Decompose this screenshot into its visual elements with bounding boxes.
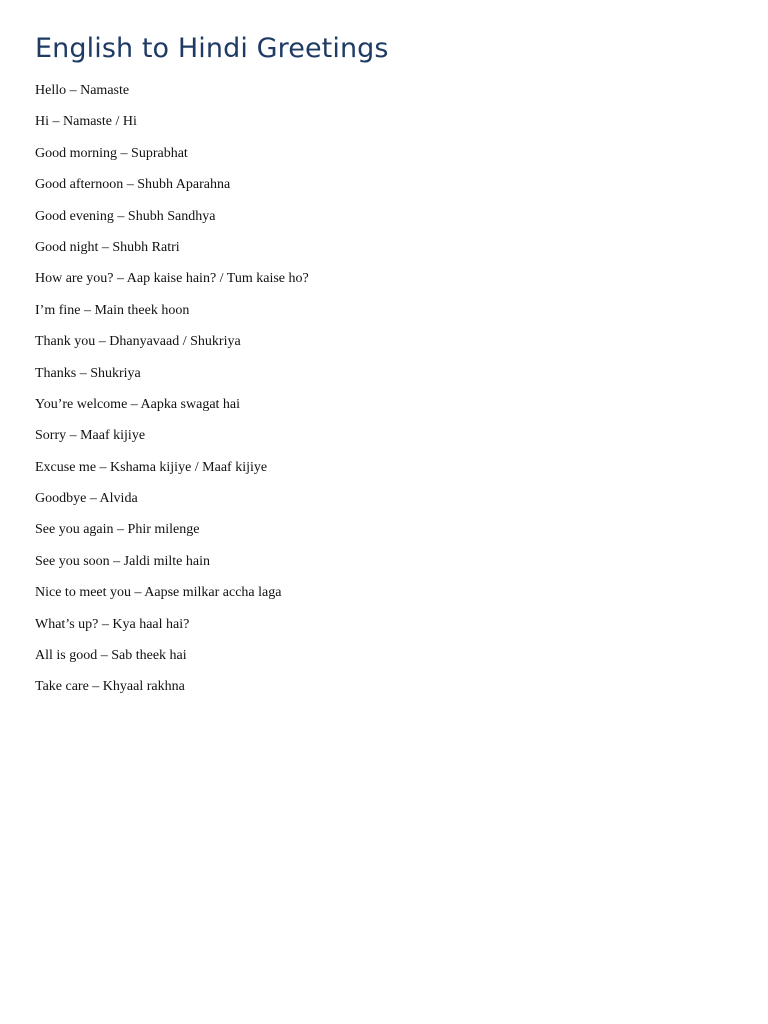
list-item: Goodbye – Alvida (35, 491, 138, 507)
list-item: You’re welcome – Aapka swagat hai (35, 396, 241, 412)
list-item: Good evening – Shubh Sandhya (35, 208, 216, 224)
list-item: Good morning – Suprabhat (35, 145, 188, 161)
list-item: See you soon – Jaldi milte hain (35, 553, 210, 569)
greetings-list (35, 80, 309, 708)
list-item: Excuse me – Kshama kijiye / Maaf kijiye (35, 459, 268, 475)
list-item: Take care – Khyaal rakhna (35, 679, 185, 695)
list-item: Good afternoon – Shubh Aparahna (35, 177, 231, 193)
list-item: Sorry – Maaf kijiye (35, 428, 146, 444)
list-item: Thank you – Dhanyavaad / Shukriya (35, 334, 241, 350)
list-item: Nice to meet you – Aapse milkar accha laga (35, 585, 282, 601)
list-item: See you again – Phir milenge (35, 522, 200, 538)
list-item: All is good – Sab theek hai (35, 648, 187, 664)
list-item: I’m fine – Main theek hoon (35, 302, 190, 318)
page-title: English to Hindi Greetings (35, 33, 389, 64)
list-item: Thanks – Shukriya (35, 365, 141, 381)
list-item: Good night – Shubh Ratri (35, 239, 180, 255)
list-item: What’s up? – Kya haal hai? (35, 616, 190, 632)
list-item: Hello – Namaste (35, 83, 130, 98)
list-item: Hi – Namaste / Hi (35, 114, 137, 130)
list-item: How are you? – Aap kaise hain? / Tum kaise ho? (35, 271, 309, 287)
